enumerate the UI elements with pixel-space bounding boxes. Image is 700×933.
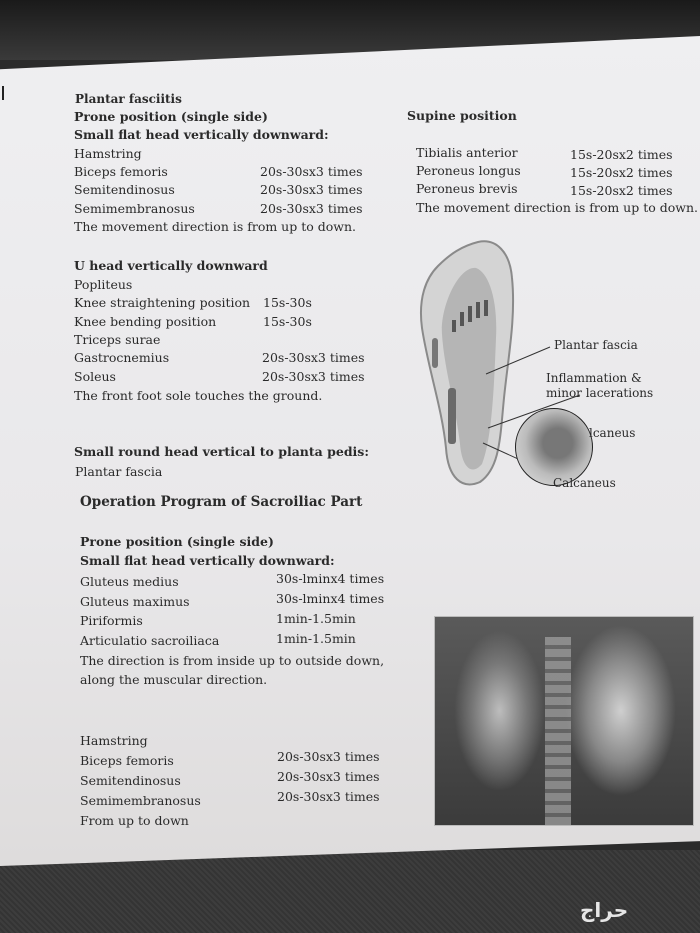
- row-value: 20s-30sx3 times: [262, 350, 365, 365]
- section1-note: The movement direction is from up to down.: [74, 219, 356, 234]
- row-value: 1min-1.5min: [276, 631, 356, 646]
- section4-note-line1: The direction is from inside up to outside down,: [80, 653, 385, 668]
- supine-title: Supine position: [407, 108, 517, 123]
- row-label: Knee straightening position: [74, 295, 251, 310]
- pelvis-xray-image: [434, 616, 694, 826]
- xray-spine: [545, 637, 571, 825]
- row-value: 20s-30sx3 times: [260, 201, 363, 216]
- row-label: Semimembranosus: [74, 201, 195, 216]
- row-label: Knee bending position: [74, 314, 217, 329]
- row-label: Piriformis: [80, 613, 143, 628]
- row-value: 20s-30sx3 times: [277, 749, 380, 764]
- section1-subtitle-prone: Prone position (single side): [74, 109, 268, 124]
- row-value: 15s-30s: [263, 295, 312, 310]
- row-label: Gluteus maximus: [80, 594, 190, 609]
- row-value: 15s-20sx2 times: [570, 165, 673, 180]
- row-value: 20s-30sx3 times: [260, 182, 363, 197]
- section4-note-line2: along the muscular direction.: [80, 672, 268, 687]
- row-label: Gastrocnemius: [74, 350, 170, 365]
- row-value: 15s-30s: [263, 314, 312, 329]
- row-value: 20s-30sx3 times: [262, 369, 365, 384]
- label-inflammation: Inflammation &: [546, 371, 642, 385]
- section1-group-hamstring: Hamstring: [74, 146, 142, 161]
- label-calcaneus: Calcaneus: [553, 476, 616, 490]
- row-value: 15s-20sx2 times: [570, 147, 673, 162]
- section2-group-popliteus: Popliteus: [74, 277, 133, 292]
- row-label: Articulatio sacroiliaca: [80, 633, 220, 648]
- watermark-logo: حراج: [580, 898, 629, 922]
- section4-subtitle-prone: Prone position (single side): [80, 534, 274, 549]
- row-value: 30s-lminx4 times: [276, 591, 385, 606]
- row-label: Gluteus medius: [80, 574, 179, 589]
- calcaneus-zoom-circle: [515, 408, 593, 486]
- section5-note: From up to down: [80, 813, 189, 828]
- supine-note: The movement direction is from up to down.: [416, 200, 698, 215]
- row-label: Biceps femoris: [74, 164, 168, 179]
- section-title-plantar-fasciitis: Plantar fasciitis: [75, 92, 182, 106]
- row-value: 15s-20sx2 times: [570, 183, 673, 198]
- row-value: 20s-30sx3 times: [260, 164, 363, 179]
- label-lacerations: minor lacerations: [546, 386, 654, 400]
- section-title-u-head: U head vertically downward: [74, 258, 268, 273]
- section3-item-plantar-fascia: Plantar fascia: [75, 464, 163, 479]
- row-label: Semitendinosus: [74, 182, 175, 197]
- row-label: Semitendinosus: [80, 773, 181, 788]
- row-label: Peroneus brevis: [416, 181, 518, 196]
- row-label: Peroneus longus: [416, 163, 521, 178]
- row-label: Biceps femoris: [80, 753, 174, 768]
- section1-subtitle-flat-head: Small flat head vertically downward:: [74, 127, 329, 142]
- label-plantar-fascia: Plantar fascia: [554, 338, 638, 352]
- row-value: 20s-30sx3 times: [277, 769, 380, 784]
- section4-subtitle-flat-head: Small flat head vertically downward:: [80, 553, 335, 568]
- row-label: Soleus: [74, 369, 116, 384]
- section-title-small-round-head: Small round head vertical to planta pedis:: [74, 444, 369, 459]
- row-value: 30s-lminx4 times: [276, 571, 385, 586]
- row-value: 1min-1.5min: [276, 611, 356, 626]
- section5-group-hamstring: Hamstring: [80, 733, 148, 748]
- heading-sacroiliac-program: Operation Program of Sacroiliac Part: [80, 494, 363, 510]
- section2-group-triceps-surae: Triceps surae: [74, 332, 161, 347]
- row-label: Semimembranosus: [80, 793, 201, 808]
- section2-note: The front foot sole touches the ground.: [74, 388, 323, 403]
- row-value: 20s-30sx3 times: [277, 789, 380, 804]
- row-label: Tibialis anterior: [416, 145, 518, 160]
- label-calcaneus-inner: lcaneus: [589, 426, 636, 440]
